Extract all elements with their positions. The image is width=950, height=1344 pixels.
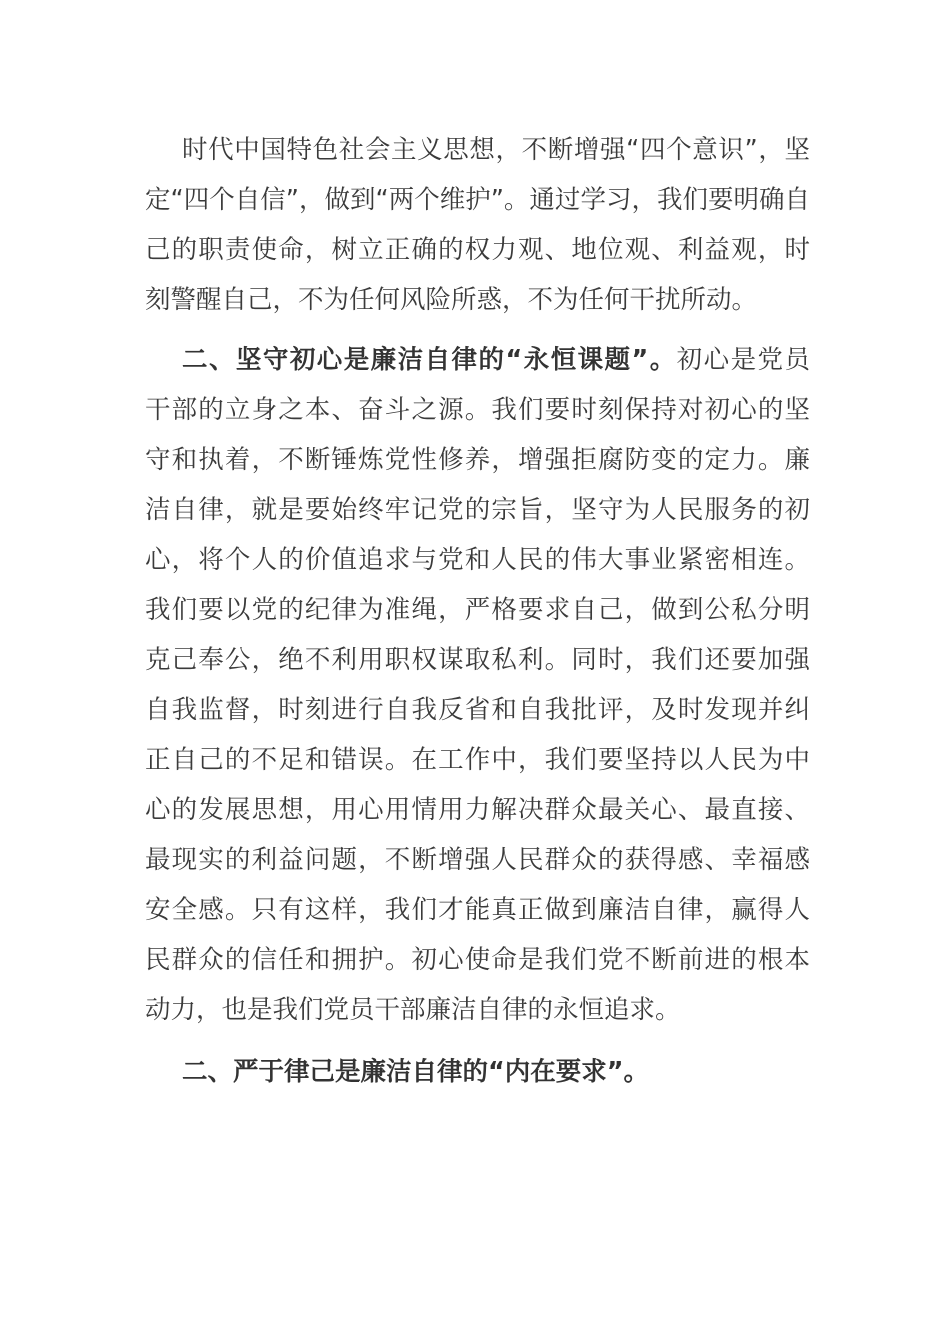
- text-line: 心的发展思想，用心用情用力解决群众最关心、最直接、: [145, 795, 810, 825]
- text-line: 洁自律，就是要始终牢记党的宗旨，坚守为人民服务的初: [145, 495, 810, 525]
- heading-line: [145, 1047, 810, 1097]
- text-line: 克己奉公，绝不利用职权谋取私利。同时，我们还要加强: [145, 645, 810, 675]
- text-line: 自我监督，时刻进行自我反省和自我批评，及时发现并纠: [145, 695, 810, 725]
- text-line: 干部的立身之本、奋斗之源。我们要时刻保持对初心的坚: [145, 395, 810, 425]
- text-line: 心，将个人的价值追求与党和人民的伟大事业紧密相连。: [145, 545, 810, 575]
- section-heading: 二、坚守初心是廉洁自律的“永恒课题”。: [182, 345, 677, 375]
- text-line: 己的职责使命，树立正确的权力观、地位观、利益观，时: [145, 235, 810, 265]
- text-line: 正自己的不足和错误。在工作中，我们要坚持以人民为中: [145, 745, 810, 775]
- text-line: 我们要以党的纪律为准绳，严格要求自己，做到公私分明: [145, 595, 810, 625]
- text-line: 定“四个自信”，做到“两个维护”。通过学习，我们要明确自: [145, 185, 810, 215]
- text-line: 动力，也是我们党员干部廉洁自律的永恒追求。: [145, 995, 681, 1025]
- text-line: 最现实的利益问题，不断增强人民群众的获得感、幸福感: [145, 845, 810, 875]
- text-line: 守和执着，不断锤炼党性修养，增强拒腐防变的定力。廉: [145, 445, 810, 475]
- text-line: 刻警醒自己，不为任何风险所惑，不为任何干扰所动。: [145, 285, 758, 315]
- heading-line-rest: 初心是党员: [676, 345, 810, 375]
- paragraph-2: [145, 335, 810, 1035]
- section-heading: 二、严于律己是廉洁自律的“内在要求”。: [182, 1057, 650, 1087]
- paragraph-1: [145, 125, 810, 325]
- heading-line: [145, 335, 810, 385]
- text-line: 安全感。只有这样，我们才能真正做到廉洁自律，赢得人: [145, 895, 810, 925]
- text-line: 民群众的信任和拥护。初心使命是我们党不断前进的根本: [145, 945, 810, 975]
- paragraph-3: [145, 1047, 810, 1097]
- text-line: 时代中国特色社会主义思想，不断增强“四个意识”，坚: [182, 135, 810, 165]
